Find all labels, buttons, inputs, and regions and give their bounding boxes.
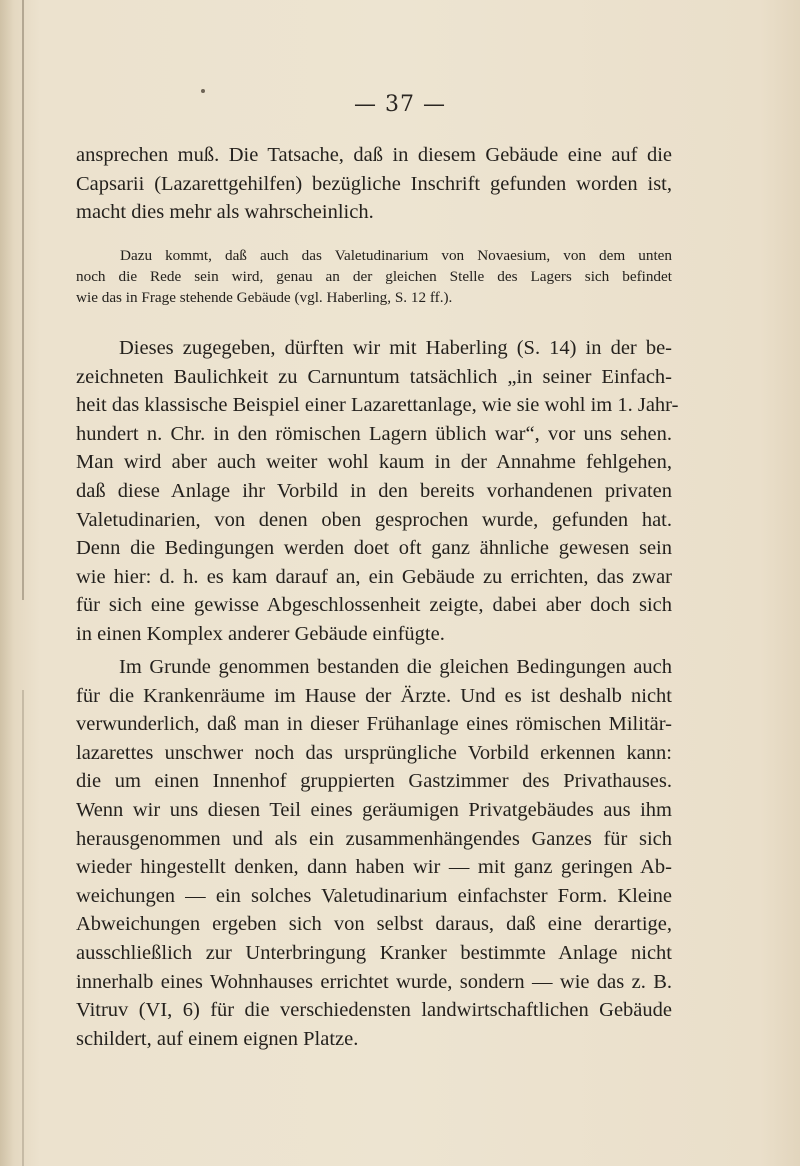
text-line: verwunderlich, daß man in dieser Frühanlage eines römischen Militär- bbox=[76, 713, 672, 736]
page-number: — 37 — bbox=[354, 92, 446, 117]
text-line: Man wird aber auch weiter wohl kaum in der Annahme fehlgehen, bbox=[76, 451, 672, 474]
paragraph-3 bbox=[76, 653, 672, 1053]
text-line: für die Krankenräume im Hause der Ärzte. Und es ist deshalb nicht bbox=[76, 684, 672, 707]
text-line: macht dies mehr als wahrscheinlich. bbox=[76, 201, 374, 224]
text-line: Vitruv (VI, 6) für die verschiedensten landwirtschaftlichen Gebäude bbox=[76, 999, 672, 1022]
text-line: Abweichungen ergeben sich von selbst daraus, daß eine derartige, bbox=[76, 913, 672, 936]
page-binding-edge-lower bbox=[22, 690, 24, 1166]
text-line: Valetudinarien, von denen oben gesprochen wurde, gefunden hat. bbox=[76, 508, 672, 531]
text-line: für sich eine gewisse Abgeschlossenheit zeigte, dabei aber doch sich bbox=[76, 594, 672, 617]
text-line: wieder hingestellt denken, dann haben wir — mit ganz geringen Ab- bbox=[76, 856, 672, 879]
footnote-paragraph bbox=[76, 245, 672, 308]
text-line: noch die Rede sein wird, genau an der gleichen Stelle des Lagers sich befindet bbox=[76, 268, 672, 285]
text-line: in einen Komplex anderer Gebäude einfügte. bbox=[76, 622, 445, 645]
text-line: ansprechen muß. Die Tatsache, daß in diesem Gebäude eine auf die bbox=[76, 144, 672, 166]
text-line: ausschließlich zur Unterbringung Kranker bestimmte Anlage nicht bbox=[76, 941, 672, 964]
page-binding-edge bbox=[22, 0, 24, 600]
text-line: Capsarii (Lazarettgehilfen) bezügliche Inschrift gefunden worden ist, bbox=[76, 172, 672, 195]
text-line: innerhalb eines Wohnhauses errichtet wurde, sondern — wie das z. B. bbox=[76, 970, 672, 993]
text-line: Im Grunde genommen bestanden die gleichen Bedingungen auch bbox=[119, 656, 672, 678]
text-line: zeichneten Baulichkeit zu Carnuntum tatsächlich „in seiner Einfach- bbox=[76, 365, 672, 388]
text-line: die um einen Innenhof gruppierten Gastzimmer des Privathauses. bbox=[76, 770, 672, 793]
text-line: heit das klassische Beispiel einer Lazarettanlage, wie sie wohl im 1. Jahr- bbox=[76, 394, 679, 417]
text-line: wie hier: d. h. es kam darauf an, ein Gebäude zu errichten, das zwar bbox=[76, 565, 672, 588]
text-line: schildert, auf einem eignen Platze. bbox=[76, 1027, 359, 1050]
text-line: weichungen — ein solches Valetudinarium einfachster Form. Kleine bbox=[76, 884, 672, 907]
paragraph-2 bbox=[76, 334, 679, 649]
paragraph-1 bbox=[76, 141, 672, 227]
text-line: Wenn wir uns diesen Teil eines geräumigen Privatgebäudes aus ihm bbox=[76, 798, 672, 821]
text-line: herausgenommen und als ein zusammenhängendes Ganzes für sich bbox=[76, 827, 672, 850]
text-line: hundert n. Chr. in den römischen Lagern üblich war“, vor uns sehen. bbox=[76, 422, 672, 445]
text-line: lazarettes unschwer noch das ursprüngliche Vorbild erkennen kann: bbox=[76, 741, 672, 764]
text-line: daß diese Anlage ihr Vorbild in den bereits vorhandenen privaten bbox=[76, 479, 672, 502]
text-line: Dazu kommt, daß auch das Valetudinarium von Novaesium, von dem unten bbox=[120, 247, 672, 264]
text-line: Dieses zugegeben, dürften wir mit Haberling (S. 14) in der be- bbox=[119, 337, 672, 359]
text-line: wie das in Frage stehende Gebäude (vgl. Haberling, S. 12 ff.). bbox=[76, 289, 453, 306]
text-line: Denn die Bedingungen werden doet oft ganz ähnliche gewesen sein bbox=[76, 537, 672, 560]
